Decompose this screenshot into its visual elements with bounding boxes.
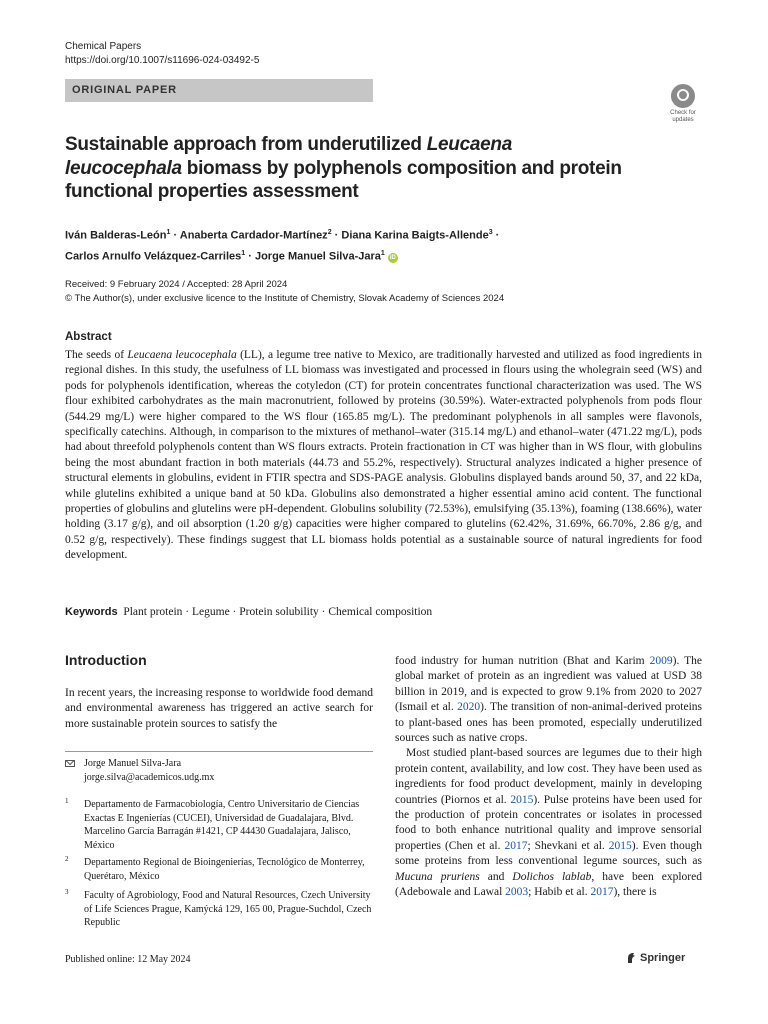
citation-link[interactable]: 2015 bbox=[510, 793, 534, 806]
citation-link[interactable]: 2009 bbox=[649, 655, 673, 667]
copyright-notice: © The Author(s), under exclusive licence to the Institute of Chemistry, Slovak Academy of Sciences 2024 bbox=[65, 293, 505, 304]
check-updates-icon bbox=[671, 84, 695, 108]
keywords-label: Keywords bbox=[65, 606, 118, 618]
journal-name: Chemical Papers bbox=[65, 41, 142, 52]
affiliation-3: Faculty of Agrobiology, Food and Natural Resources, Czech University of Life Sciences Prague, Kamýcká 129, 165 00, Prague-Suchdol, Czech Republic bbox=[84, 890, 372, 928]
keywords bbox=[65, 605, 432, 620]
corresponding-author-name: Jorge Manuel Silva-Jara bbox=[84, 758, 182, 769]
author-name[interactable]: Anaberta Cardador-Martínez bbox=[179, 229, 328, 242]
orcid-icon[interactable]: iD bbox=[389, 255, 396, 262]
paper-title: Sustainable approach from underutilized Leucaena leucocephala biomass by polyphenols composition and protein functional properties assessment bbox=[65, 134, 622, 202]
citation-link[interactable]: 2020 bbox=[457, 701, 481, 714]
affiliation-number: 2 bbox=[65, 855, 69, 863]
citation-link[interactable]: 2017 bbox=[504, 839, 528, 852]
received-accepted-dates: Received: 9 February 2024 / Accepted: 28 April 2024 bbox=[65, 279, 288, 290]
published-date: Published online: 12 May 2024 bbox=[65, 954, 191, 965]
check-for-updates-badge[interactable] bbox=[664, 84, 702, 124]
article-type-banner bbox=[65, 79, 373, 102]
introduction-right-column bbox=[395, 654, 702, 901]
publisher-logo: Springer bbox=[640, 952, 686, 964]
affiliation-2: Departamento Regional de Bioingenierías, Tecnológico de Monterrey, Querétaro, México bbox=[84, 857, 365, 882]
journal-header bbox=[65, 40, 259, 68]
springer-horse-icon bbox=[626, 952, 636, 964]
abstract-heading: Abstract bbox=[65, 331, 112, 343]
author-name[interactable]: Iván Balderas-León bbox=[65, 229, 167, 242]
mail-icon bbox=[65, 760, 75, 767]
author-name[interactable]: Carlos Arnulfo Velázquez-Carriles bbox=[65, 250, 242, 263]
citation-link[interactable]: 2003 bbox=[505, 886, 529, 899]
dates-block bbox=[65, 278, 504, 306]
footnote-divider bbox=[65, 751, 373, 752]
affiliation-number: 3 bbox=[65, 888, 69, 896]
citation-link[interactable]: 2015 bbox=[608, 839, 632, 852]
author-name[interactable]: Jorge Manuel Silva-Jara bbox=[254, 250, 381, 263]
abstract-text: The seeds of Leucaena leucocephala (LL), a legume tree native to Mexico, are traditionally harvested and utilized as food ingredients in regional dishes. In this study, the usefulness of LL biomass was investigated and processed in flours using the wholegrain seed (WS) and pods for polyphenols identification, whereas the cotyledon (CT) for protein concentrates functional characterization was used. The WS flour exhibited carbohydrates as the main macronutrient, followed by proteins (30.59%). Water-extracted polyphenols from pods flour (544.29 mg/L) were higher compared to the WS flour (165.85 mg/L). The predominant polyphenols in all samples were flavonols, specifically catechins. Although, in comparison to the mixtures of methanol–water (315.14 mg/L) and ethanol–water (471.22 mg/L), pods had about threefold polyphenols content than WS flours extracts. Protein fractionation in CT was higher than in WS flour, with globulins being the most abundant fraction in both materials (44.73 and 55.2%, respectively). Structural analyzes indicated a higher presence of structural elements in globulins, evident in FTIR spectra and SDS-PAGE analysis. Globulins displayed bands around 50, 37, and 22 kDa, while glutelins exhibited a unique band at 50 kDa. Globulins also demonstrated a higher essential amino acid content. The functional properties of globulins and glutelins were pH-dependent. Globulins solubility (72.53%), emulsifying (35.13%), foaming (138.66%), water holding (3.17 g/g), and oil absorption (1.20 g/g) capacities were higher compared to glutelins (62.42%, 31.69%, 66.70%, 2.86 g/g, and 0.52 g/g, respectively). These findings suggest that LL biomass holds potential as a sustainable source of natural ingredients for food development. bbox=[65, 349, 702, 562]
article-type-label: ORIGINAL PAPER bbox=[72, 84, 177, 96]
check-updates-text: Check for updates bbox=[670, 110, 696, 123]
body-paragraph: Most studied plant-based sources are legumes due to their high protein content, availability, and low cost. They have been used as ingredients for food product development, mainly in developing countries (Piornos et al. 2015). Pulse proteins have been used for the production of protein concentrates or isolates in processed food to both enhance nutritional quality and improve sensorial properties (Chen et al. 2017; Shevkani et al. 2015). Even though some proteins from less conventional legume sources, such as Mucuna pruriens and Dolichos lablab, have been explored (Adebowale and Lawal 2003; Habib et al. 2017), there is bbox=[395, 747, 702, 899]
corresponding-author bbox=[84, 757, 214, 785]
corresponding-author-email[interactable]: jorge.silva@academicos.udg.mx bbox=[84, 772, 215, 783]
body-paragraph: food industry for human nutrition (Bhat and Karim 2009). The global market of protein as an ingredient was valued at USD 38 billion in 2019, and is expected to grow 9.1% from 2020 to 2027 (Ismail et al. 2020). The transition of non-animal-derived proteins to plant-based ones has been promoted, especially underutilized sources such as native crops. bbox=[395, 655, 702, 745]
introduction-left-text: In recent years, the increasing response to worldwide food demand and environmental awareness has triggered an active search for more sustainable protein sources to satisfy the bbox=[65, 687, 373, 730]
author-name[interactable]: Diana Karina Baigts-Allende bbox=[341, 229, 489, 242]
affiliation-number: 1 bbox=[65, 797, 69, 805]
keywords-list: Plant protein · Legume · Protein solubility · Chemical composition bbox=[123, 606, 433, 618]
affiliation-1: Departamento de Farmacobiología, Centro Universitario de Ciencias Exactas E Ingenierías (CUCEI), Universidad de Guadalajara, Blvd. Marcelino García Barragán #1421, CP 44430 Guadalajara, Jalisco, México bbox=[84, 799, 360, 851]
author-list: Iván Balderas-León$^1$ · Anaberta Cardador-Martínez$^2$ · Diana Karina Baigts-Allende$^3$ · Carlos Arnulfo Velázquez-Carriles$^1$ · Jorge Manuel Silva-Jara$^1$ iD bbox=[65, 229, 500, 263]
introduction-heading: Introduction bbox=[65, 652, 147, 668]
citation-link[interactable]: 2017 bbox=[590, 886, 614, 899]
doi-link[interactable]: https://doi.org/10.1007/s11696-024-03492-5 bbox=[65, 55, 260, 66]
